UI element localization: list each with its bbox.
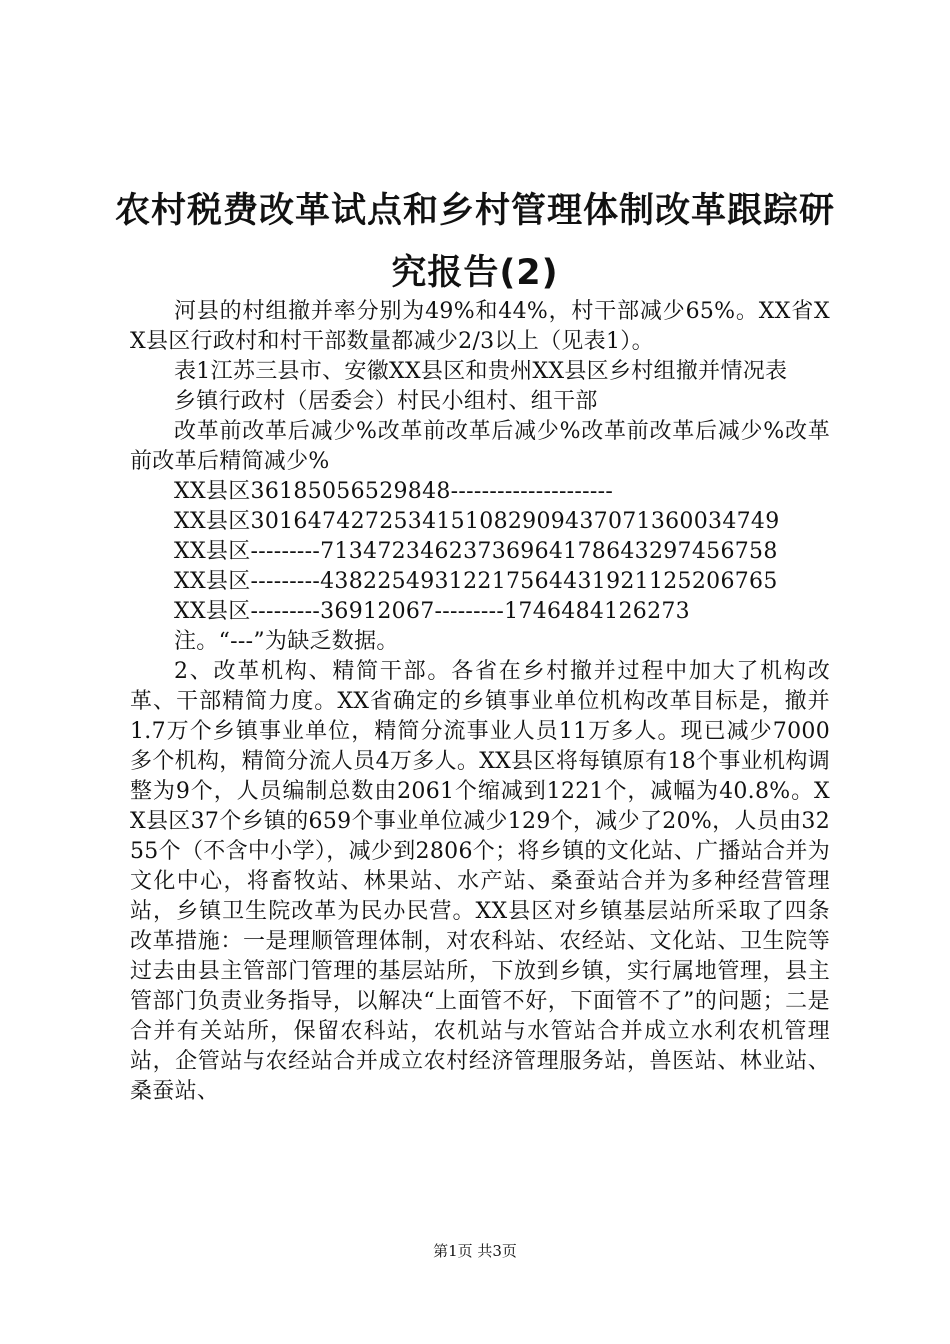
table-row: XX县区---------71347234623736964178643297456758 [174, 539, 778, 564]
paragraph: 2、改革机构、精简干部。各省在乡村撤并过程中加大了机构改革、干部精简力度。XX省确定的乡镇事业单位机构改革目标是，撤并1.7万个乡镇事业单位，精简分流事业人员11万多人。现已减少7000多个机构，精简分流人员4万多人。XX县区将每镇原有18个事业机构调整为9个，人员编制总数由2061个缩减到1221个，减幅为40.8%。XX县区37个乡镇的659个事业单位减少129个，减少了20%，人员由3255个（不含中小学），减少到2806个；将乡镇的文化站、广播站合并为文化中心，将畜牧站、林果站、水产站、桑蚕站合并为多种经营管理站，乡镇卫生院改革为民办民营。XX县区对乡镇基层站所采取了四条改革措施：一是理顺管理体制，对农科站、农经站、文化站、卫生院等过去由县主管部门管理的基层站所，下放到乡镇，实行属地管理，县主管部门负责业务指导，以解决“上面管不好，下面管不了”的问题；二是合并有关站所，保留农科站，农机站与水管站合并成立水利农机管理站，企管站与农经站合并成立农村经济管理服务站，兽医站、林业站、桑蚕站、 [130, 659, 830, 1104]
title-line-1: 农村税费改革试点和乡村管理体制改革跟踪研 [114, 191, 835, 231]
table-row: XX县区3016474272534151082909437071360034749 [174, 509, 780, 534]
title-line-2: 究报告(2) [391, 253, 559, 293]
table-caption: 表1江苏三县市、安徽XX县区和贵州XX县区乡村组撤并情况表 [174, 359, 788, 384]
table-header-row: 乡镇行政村（居委会）村民小组村、组干部 [174, 389, 598, 414]
document-body [130, 297, 830, 1107]
table-note: 注。“---”为缺乏数据。 [174, 629, 399, 654]
paragraph: 河县的村组撤并率分别为49%和44%，村干部减少65%。XX省XX县区行政村和村干部数量都减少2/3以上（见表1）。 [130, 299, 830, 354]
page-footer: 第1页 共3页 [433, 1242, 517, 1260]
table-subheader-row: 改革前改革后减少%改革前改革后减少%改革前改革后减少%改革前改革后精简减少% [130, 419, 830, 474]
table-row: XX县区---------43822549312217564431921125206765 [174, 569, 778, 594]
table-row: XX县区36185056529848--------------------- [174, 479, 614, 504]
table-row: XX县区---------36912067---------1746484126273 [174, 599, 690, 624]
document-title [110, 180, 840, 304]
